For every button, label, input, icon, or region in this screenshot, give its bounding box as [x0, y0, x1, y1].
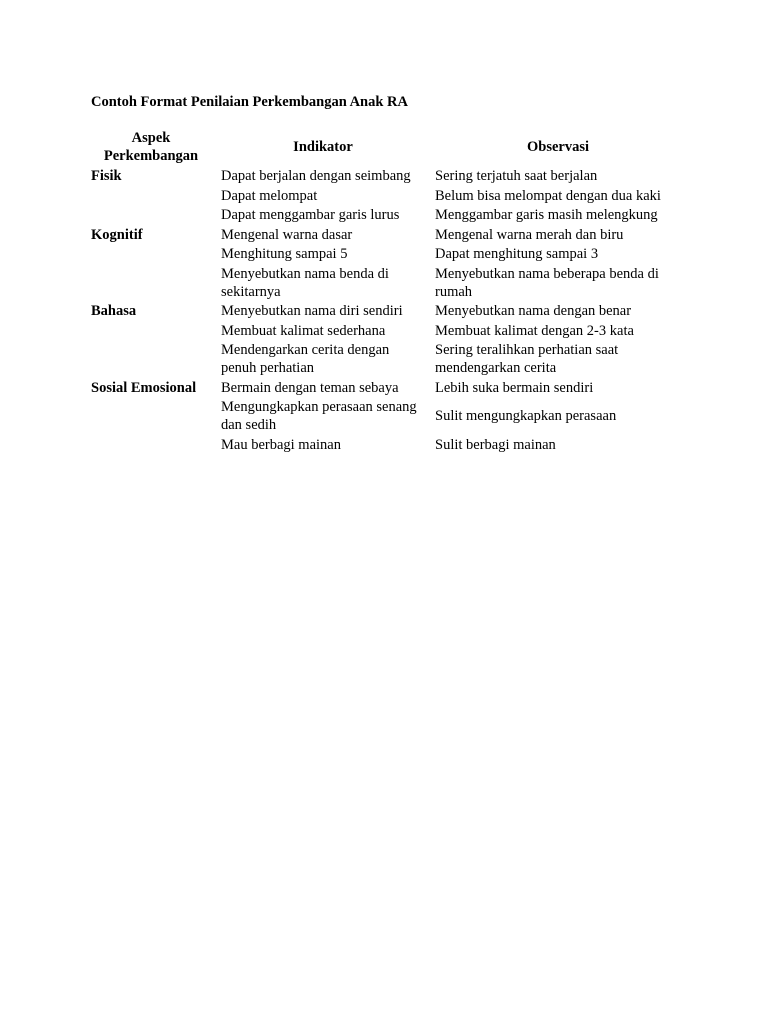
table-row [86, 341, 686, 379]
aspect-cell [86, 398, 216, 436]
table-row [86, 187, 686, 207]
indicator-cell: Dapat menggambar garis lurus [221, 207, 400, 223]
indicator-cell: Mengungkapkan perasaan senang dan sedih [221, 399, 417, 433]
observation-cell: Sering teralihkan perhatian saat mendengarkan cerita [435, 342, 619, 376]
indicator-cell: Mengenal warna dasar [221, 226, 353, 243]
table-row [86, 322, 686, 342]
indicator-cell: Mau berbagi mainan [221, 436, 341, 453]
observation-cell: Membuat kalimat dengan 2-3 kata [435, 322, 634, 339]
aspect-cell: Fisik [91, 168, 122, 184]
indicator-cell: Dapat berjalan dengan seimbang [221, 168, 411, 184]
aspect-cell [86, 341, 216, 379]
header-observation: Observasi [526, 139, 590, 155]
aspect-cell [86, 187, 216, 207]
document-title: Contoh Format Penilaian Perkembangan Anak RA [91, 94, 409, 110]
aspect-cell: Bahasa [91, 303, 137, 319]
observation-cell: Menyebutkan nama dengan benar [435, 303, 632, 319]
aspect-cell [86, 436, 216, 456]
table-row [86, 436, 686, 456]
indicator-cell: Menghitung sampai 5 [221, 246, 348, 262]
aspect-cell: Sosial Emosional [91, 379, 197, 396]
observation-cell: Belum bisa melompat dengan dua kaki [435, 187, 661, 204]
indicator-cell: Membuat kalimat sederhana [221, 322, 386, 339]
table-row [86, 265, 686, 303]
indicator-cell: Bermain dengan teman sebaya [221, 379, 399, 396]
indicator-cell: Menyebutkan nama diri sendiri [221, 303, 403, 319]
indicator-cell: Dapat melompat [221, 187, 318, 204]
aspect-cell [86, 265, 216, 303]
table-row [86, 245, 686, 265]
indicator-cell: Mendengarkan cerita dengan penuh perhatian [221, 342, 390, 376]
observation-cell: Sering terjatuh saat berjalan [435, 168, 598, 184]
table-row [86, 398, 686, 436]
header-aspect-line2: Perkembangan [103, 148, 199, 164]
aspect-cell: Kognitif [91, 226, 143, 243]
observation-cell: Lebih suka bermain sendiri [435, 379, 594, 396]
table-header-row [86, 129, 686, 167]
assessment-table [86, 129, 686, 455]
observation-cell: Sulit mengungkapkan perasaan [435, 408, 617, 424]
aspect-cell [86, 322, 216, 342]
table-row [86, 167, 686, 187]
observation-cell: Sulit berbagi mainan [435, 436, 556, 453]
observation-cell: Menggambar garis masih melengkung [435, 207, 658, 223]
table-row [86, 226, 686, 246]
observation-cell: Dapat menghitung sampai 3 [435, 246, 599, 262]
observation-cell: Mengenal warna merah dan biru [435, 226, 624, 243]
table-row [86, 302, 686, 322]
header-aspect [86, 129, 216, 167]
header-indicator: Indikator [293, 139, 353, 155]
header-aspect-line1: Aspek [131, 130, 171, 146]
aspect-cell [86, 206, 216, 226]
table-row [86, 379, 686, 399]
table-row [86, 206, 686, 226]
indicator-cell: Menyebutkan nama benda di sekitarnya [221, 265, 389, 300]
aspect-cell [86, 245, 216, 265]
observation-cell: Menyebutkan nama beberapa benda di rumah [435, 265, 659, 300]
